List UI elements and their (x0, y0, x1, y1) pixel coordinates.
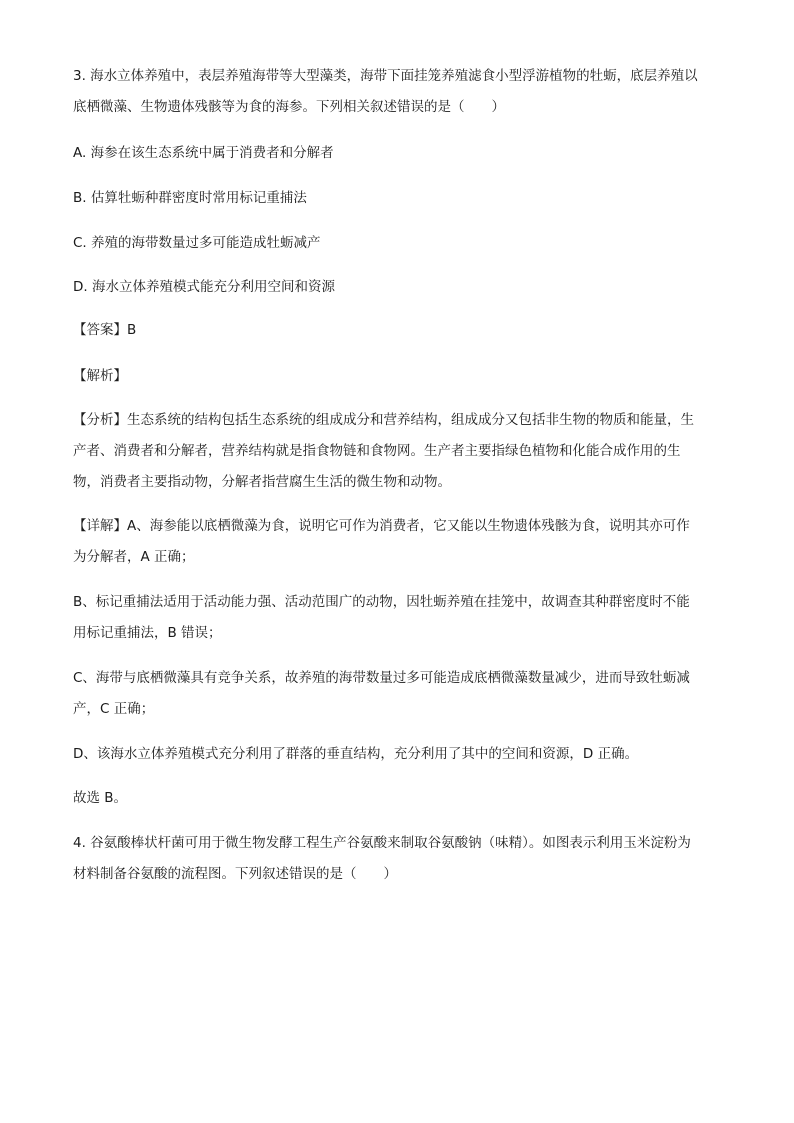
q3-d-expl: D、该海水立体养殖模式充分利用了群落的垂直结构，充分利用了其中的空间和资源，D 正确。 (73, 746, 639, 762)
q3-option-d: D. 海水立体养殖模式能充分利用空间和资源 (73, 279, 335, 295)
q3-stem-line-1: 3. 海水立体养殖中，表层养殖海带等大型藻类，海带下面挂笼养殖滤食小型浮游植物的牡蛎，底层养殖以 (73, 68, 698, 84)
q4-stem-line-2: 材料制备谷氨酸的流程图。下列叙述错误的是（ ） (73, 866, 397, 882)
q3-fenxi-line-2: 产者、消费者和分解者，营养结构就是指食物链和食物网。生产者主要指绿色植物和化能合成作用的生 (73, 443, 681, 459)
q3-stem-line-2: 底栖微藻、生物遗体残骸等为食的海参。下列相关叙述错误的是（ ） (73, 99, 505, 115)
q4-stem-line-1: 4. 谷氨酸棒状杆菌可用于微生物发酵工程生产谷氨酸来制取谷氨酸钠（味精）。如图表示利用玉米淀粉为 (73, 835, 691, 851)
q3-fenxi-line-3: 物，消费者主要指动物，分解者指营腐生生活的微生物和动物。 (73, 474, 451, 490)
q3-conclusion: 故选 B。 (73, 790, 128, 806)
q3-c-expl-line-2: 产，C 正确； (73, 701, 155, 717)
q3-analysis-heading: 【解析】 (73, 368, 127, 384)
q3-c-expl-line-1: C、海带与底栖微藻具有竞争关系，故养殖的海带数量过多可能造成底栖微藻数量减少，进而导致牡蛎减 (73, 670, 690, 686)
q3-b-expl-line-1: B、标记重捕法适用于活动能力强、活动范围广的动物，因牡蛎养殖在挂笼中，故调查其种群密度时不能 (73, 594, 690, 610)
q3-option-b: B. 估算牡蛎种群密度时常用标记重捕法 (73, 190, 307, 206)
q3-option-a: A. 海参在该生态系统中属于消费者和分解者 (73, 145, 334, 161)
q3-fenxi-line-1: 【分析】生态系统的结构包括生态系统的组成成分和营养结构，组成成分又包括非生物的物质和能量，生 (73, 412, 694, 428)
q3-answer: 【答案】B (73, 322, 137, 338)
q3-option-c: C. 养殖的海带数量过多可能造成牡蛎减产 (73, 235, 321, 251)
q3-xiangjie-line-1: 【详解】A、海参能以底栖微藻为食，说明它可作为消费者，它又能以生物遗体残骸为食，说明其亦可作 (73, 518, 690, 534)
q3-xiangjie-line-2: 为分解者，A 正确； (73, 549, 195, 565)
q3-b-expl-line-2: 用标记重捕法，B 错误； (73, 625, 222, 641)
